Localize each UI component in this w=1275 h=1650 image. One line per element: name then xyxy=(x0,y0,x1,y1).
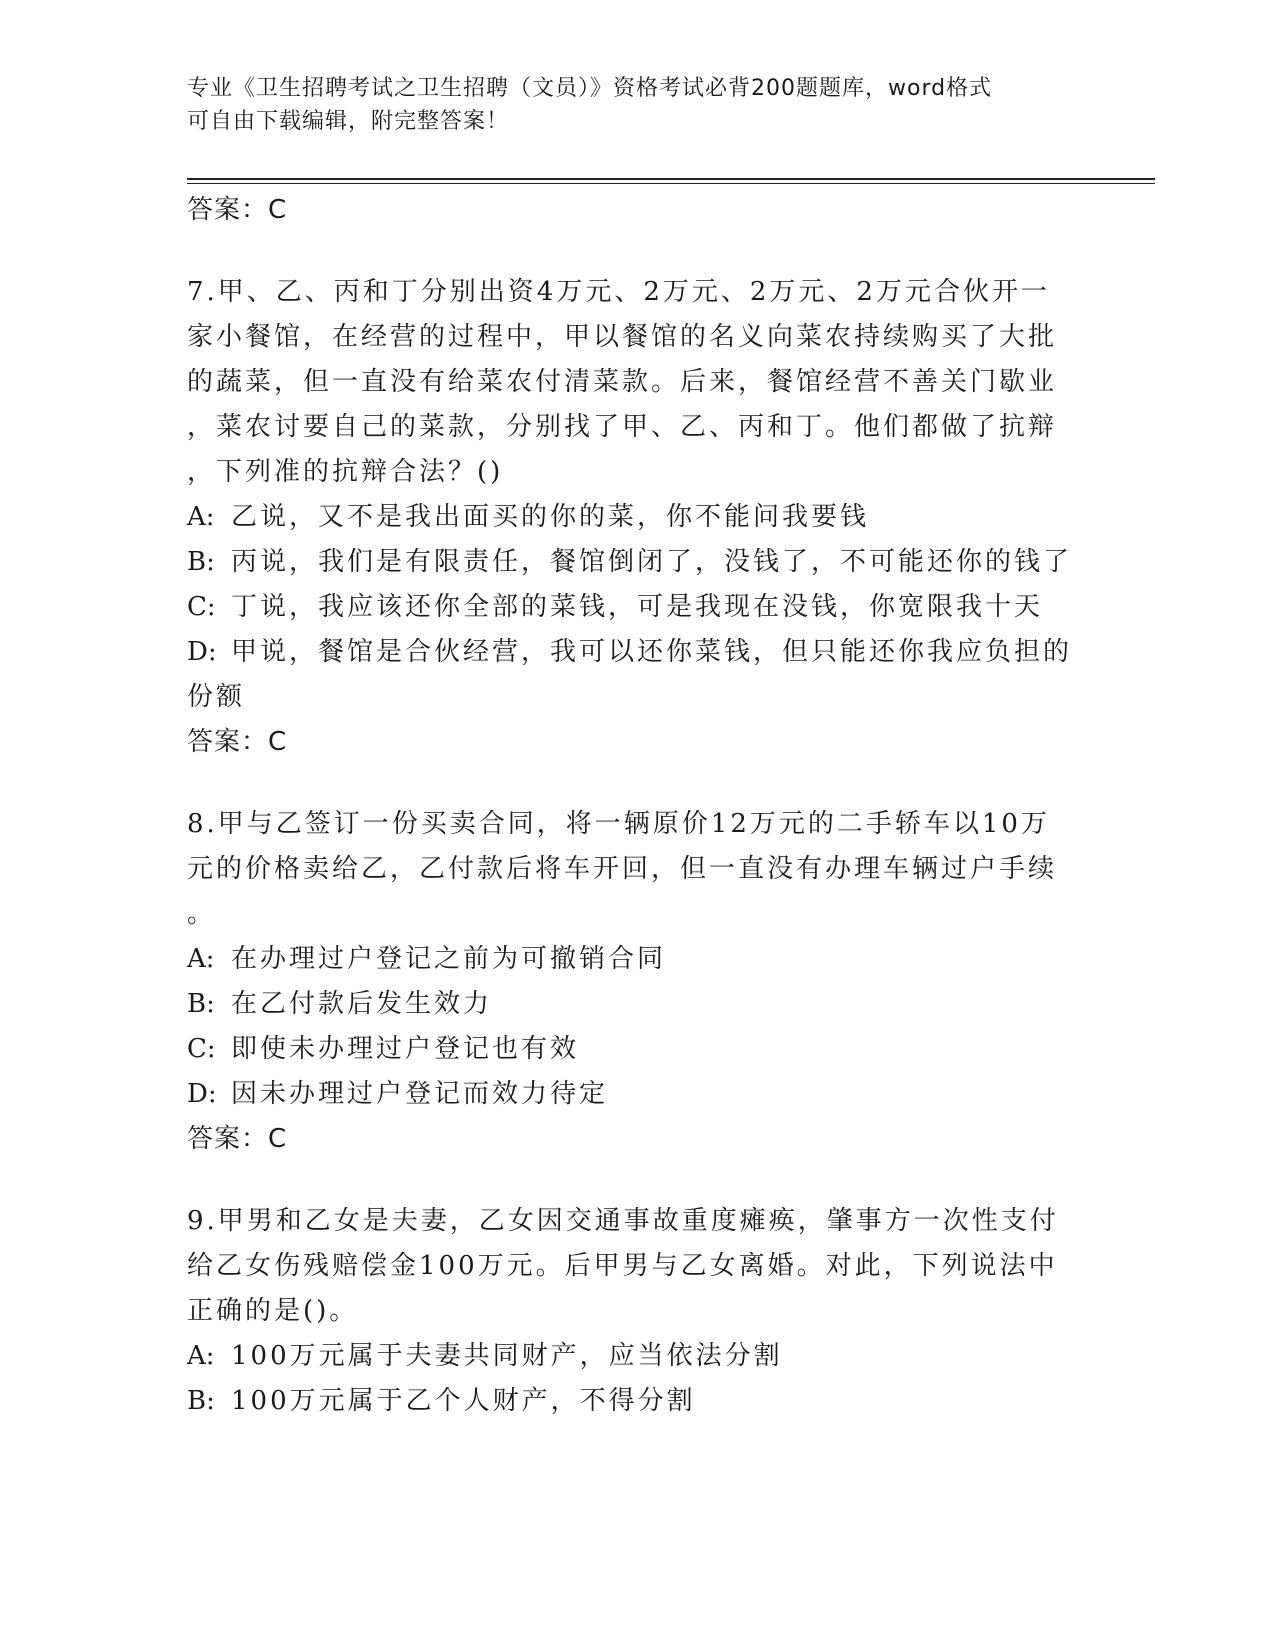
option-d xyxy=(187,630,1087,675)
question-stem-line: 元的价格卖给乙，乙付款后将车开回，但一直没有办理车辆过户手续 xyxy=(187,854,1058,884)
option-key: B: xyxy=(187,1386,215,1416)
option-text: 甲说，餐馆是合伙经营，我可以还你菜钱，但只能还你我应负担的 xyxy=(231,637,1073,667)
option-key: D: xyxy=(187,637,217,667)
option-key: D: xyxy=(187,1079,217,1109)
option-key: C: xyxy=(187,592,216,622)
option-key: B: xyxy=(187,989,215,1019)
option-b xyxy=(187,1379,1087,1424)
question-stem-line: 给乙女伤残赔偿金100万元。后甲男与乙女离婚。对此，下列说法中 xyxy=(187,1251,1058,1281)
answer-line: 答案：C xyxy=(187,1124,288,1154)
option-key: B: xyxy=(187,547,215,577)
option-text: 即使未办理过户登记也有效 xyxy=(231,1034,580,1064)
header-line-2: 可自由下载编辑，附完整答案！ xyxy=(187,109,510,134)
option-text: 100万元属于乙个人财产，不得分割 xyxy=(231,1386,696,1416)
question-stem-line: 。 xyxy=(187,899,217,929)
option-text: 在办理过户登记之前为可撤销合同 xyxy=(231,944,667,974)
document-body xyxy=(187,188,1087,1424)
header-line-1: 专业《卫生招聘考试之卫生招聘（文员）》资格考试必背200题题库，word格式 xyxy=(187,76,993,101)
option-b xyxy=(187,540,1087,585)
header-rule-thin xyxy=(187,183,1155,184)
question-stem-line: ，下列准的抗辩合法？() xyxy=(187,457,504,487)
spacer xyxy=(187,764,1087,802)
option-c xyxy=(187,1027,1087,1072)
option-key: C: xyxy=(187,1034,216,1064)
option-key: A: xyxy=(187,502,215,532)
answer-line: 答案：C xyxy=(187,727,288,757)
option-text: 丙说，我们是有限责任，餐馆倒闭了，没钱了，不可能还你的钱了 xyxy=(231,547,1073,577)
option-key: A: xyxy=(187,1341,215,1371)
header-rule-thick xyxy=(187,178,1155,180)
option-d-continuation: 份额 xyxy=(187,682,246,712)
question-stem-line: 9.甲男和乙女是夫妻，乙女因交通事故重度瘫痪，肇事方一次性支付 xyxy=(187,1206,1059,1236)
spacer xyxy=(187,1161,1087,1199)
answer-line: 答案：C xyxy=(187,195,288,225)
question-stem-line: 正确的是()。 xyxy=(187,1296,359,1326)
option-d xyxy=(187,1072,1087,1117)
spacer xyxy=(187,232,1087,270)
option-a xyxy=(187,495,1087,540)
question-7 xyxy=(187,270,1087,764)
option-text: 丁说，我应该还你全部的菜钱，可是我现在没钱，你宽限我十天 xyxy=(231,592,1044,622)
option-a xyxy=(187,1334,1087,1379)
document-header xyxy=(187,72,1067,138)
option-text: 乙说，又不是我出面买的你的菜，你不能问我要钱 xyxy=(231,502,870,532)
option-c xyxy=(187,585,1087,630)
question-stem-line: 8.甲与乙签订一份买卖合同，将一辆原价12万元的二手轿车以10万 xyxy=(187,809,1050,839)
option-text: 100万元属于夫妻共同财产，应当依法分割 xyxy=(231,1341,783,1371)
option-b xyxy=(187,982,1087,1027)
question-8 xyxy=(187,802,1087,1161)
option-text: 在乙付款后发生效力 xyxy=(231,989,493,1019)
option-text: 因未办理过户登记而效力待定 xyxy=(231,1079,609,1109)
question-stem-line: 的蔬菜，但一直没有给菜农付清菜款。后来，餐馆经营不善关门歇业 xyxy=(187,367,1058,397)
option-a xyxy=(187,937,1087,982)
question-9 xyxy=(187,1199,1087,1424)
question-stem-line: 7.甲、乙、丙和丁分别出资4万元、2万元、2万元、2万元合伙开一 xyxy=(187,277,1050,307)
option-key: A: xyxy=(187,944,215,974)
question-stem-line: ，菜农讨要自己的菜款，分别找了甲、乙、丙和丁。他们都做了抗辩 xyxy=(187,412,1058,442)
question-stem-line: 家小餐馆，在经营的过程中，甲以餐馆的名义向菜农持续购买了大批 xyxy=(187,322,1058,352)
